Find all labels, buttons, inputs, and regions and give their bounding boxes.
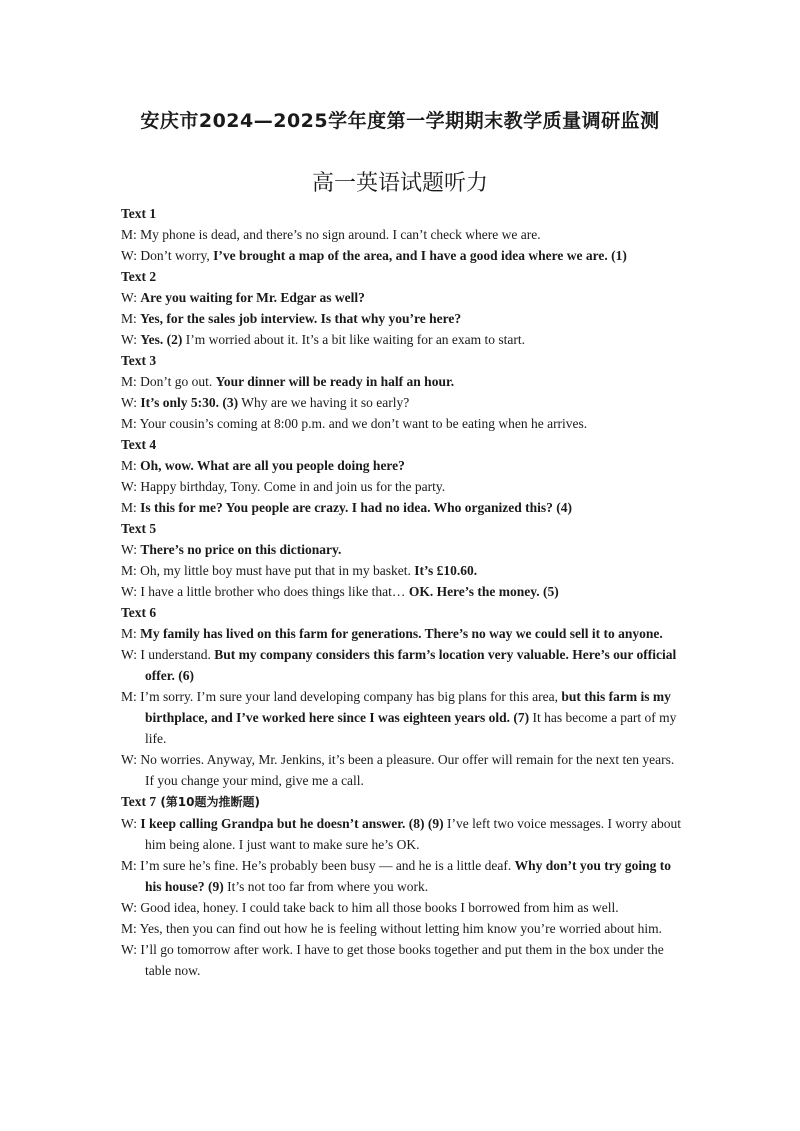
dialogue-line [121, 686, 681, 749]
dialogue-line [121, 939, 681, 981]
dialogue-text: M: Oh, my little boy must have put that in my basket. [121, 563, 415, 578]
text-section [121, 602, 681, 791]
text-section [121, 266, 681, 350]
section-heading-label: Text 5 [121, 521, 157, 536]
answer-text: Are you waiting for Mr. Edgar as well? [140, 290, 365, 305]
document-subtitle: 高一英语试题听力 [311, 171, 488, 196]
answer-text: Oh, wow. What are all you people doing here? [140, 458, 405, 473]
text-section [121, 518, 681, 602]
dialogue-line [121, 455, 681, 476]
dialogue-text: W: Good idea, honey. I could take back to him all those books I borrowed from him as well. [121, 900, 619, 915]
dialogue-line [121, 413, 681, 434]
dialogue-line [121, 813, 681, 855]
text-section [121, 434, 681, 518]
dialogue-text: W: [121, 542, 141, 557]
section-heading [121, 602, 681, 623]
dialogue-line [121, 749, 681, 791]
section-heading-label: Text 2 [121, 269, 157, 284]
dialogue-line [121, 623, 681, 644]
section-heading [121, 791, 681, 813]
answer-text: It’s only 5:30. (3) [140, 395, 239, 410]
dialogue-line [121, 560, 681, 581]
answer-text: But my company considers this farm’s location very valuable. Here’s our official offer. (6) [145, 647, 677, 683]
dialogue-text: W: [121, 290, 141, 305]
dialogue-text: M: My phone is dead, and there’s no sign around. I can’t check where we are. [121, 227, 541, 242]
answer-text: OK. Here’s the money. (5) [408, 584, 559, 599]
dialogue-line [121, 497, 681, 518]
dialogue-line [121, 918, 681, 939]
answer-text: Is this for me? You people are crazy. I had no idea. Who organized this? (4) [140, 500, 573, 515]
answer-text: My family has lived on this farm for generations. There’s no way we could sell it to anyone. [140, 626, 663, 641]
dialogue-line [121, 308, 681, 329]
section-heading-label: Text 6 [121, 605, 157, 620]
dialogue-text: Why are we having it so early? [238, 395, 410, 410]
dialogue-line [121, 392, 681, 413]
section-heading-label: Text 7 [121, 794, 157, 809]
section-heading [121, 266, 681, 287]
dialogue-text: M: I’m sure he’s fine. He’s probably been busy — and he is a little deaf. [121, 858, 515, 873]
dialogue-text: M: [121, 458, 141, 473]
section-heading [121, 434, 681, 455]
answer-text: Yes, for the sales job interview. Is that why you’re here? [140, 311, 462, 326]
text-section [121, 791, 681, 981]
dialogue-text: M: I’m sorry. I’m sure your land developing company has big plans for this area, [121, 689, 562, 704]
dialogue-line [121, 287, 681, 308]
dialogue-line [121, 245, 681, 266]
dialogue-line [121, 371, 681, 392]
dialogue-text: I’m worried about it. It’s a bit like waiting for an exam to start. [182, 332, 526, 347]
section-heading [121, 350, 681, 371]
dialogue-text: W: No worries. Anyway, Mr. Jenkins, it’s been a pleasure. Our offer will remain for the next ten years. If you change your mind, give me a call. [121, 752, 675, 788]
dialogue-line [121, 539, 681, 560]
dialogue-text: W: [121, 816, 141, 831]
section-heading-note: (第10题为推断题) [156, 795, 260, 809]
dialogue-text: M: Don’t go out. [121, 374, 216, 389]
dialogue-text: W: I’ll go tomorrow after work. I have to get those books together and put them in the box under the table now. [121, 942, 664, 978]
dialogue-text: M: [121, 311, 141, 326]
dialogue-text: I’ve left two voice messages. I worry about him being alone. I just want to make sure he’s OK. [145, 816, 681, 852]
answer-text: It’s £10.60. [414, 563, 478, 578]
section-heading [121, 518, 681, 539]
document-title: 安庆市2024—2025学年度第一学期期末教学质量调研监测 [140, 110, 660, 132]
text-section [121, 350, 681, 434]
dialogue-text: W: Happy birthday, Tony. Come in and join us for the party. [121, 479, 446, 494]
dialogue-text: W: I understand. [121, 647, 215, 662]
answer-text: I’ve brought a map of the area, and I have a good idea where we are. (1) [213, 248, 627, 263]
text-section [121, 203, 681, 266]
dialogue-text: It’s not too far from where you work. [223, 879, 429, 894]
answer-text: I keep calling Grandpa but he doesn’t answer. (8) (9) [140, 816, 444, 831]
dialogue-text: W: [121, 395, 141, 410]
dialogue-text: It has become a part of my life. [145, 710, 677, 746]
dialogue-line [121, 644, 681, 686]
dialogue-line [121, 224, 681, 245]
dialogue-text: W: I have a little brother who does things like that… [121, 584, 409, 599]
dialogue-text: M: [121, 626, 141, 641]
dialogue-line [121, 581, 681, 602]
dialogue-text: W: [121, 332, 141, 347]
section-heading [121, 203, 681, 224]
answer-text: Why don’t you try going to his house? (9) [145, 858, 672, 894]
dialogue-line [121, 329, 681, 350]
transcript-body [121, 203, 681, 981]
dialogue-text: W: Don’t worry, [121, 248, 214, 263]
dialogue-line [121, 897, 681, 918]
dialogue-text: M: Your cousin’s coming at 8:00 p.m. and we don’t want to be eating when he arrives. [121, 416, 588, 431]
answer-text: There’s no price on this dictionary. [140, 542, 342, 557]
answer-text: but this farm is my birthplace, and I’ve worked here since I was eighteen years old. (7) [145, 689, 671, 725]
answer-text: Yes. (2) [140, 332, 183, 347]
answer-text: Your dinner will be ready in half an hour. [215, 374, 455, 389]
dialogue-line [121, 476, 681, 497]
section-heading-label: Text 4 [121, 437, 157, 452]
section-heading-label: Text 3 [121, 353, 157, 368]
dialogue-line [121, 855, 681, 897]
dialogue-text: M: [121, 500, 141, 515]
dialogue-text: M: Yes, then you can find out how he is feeling without letting him know you’re worried about him. [121, 921, 663, 936]
section-heading-label: Text 1 [121, 206, 157, 221]
